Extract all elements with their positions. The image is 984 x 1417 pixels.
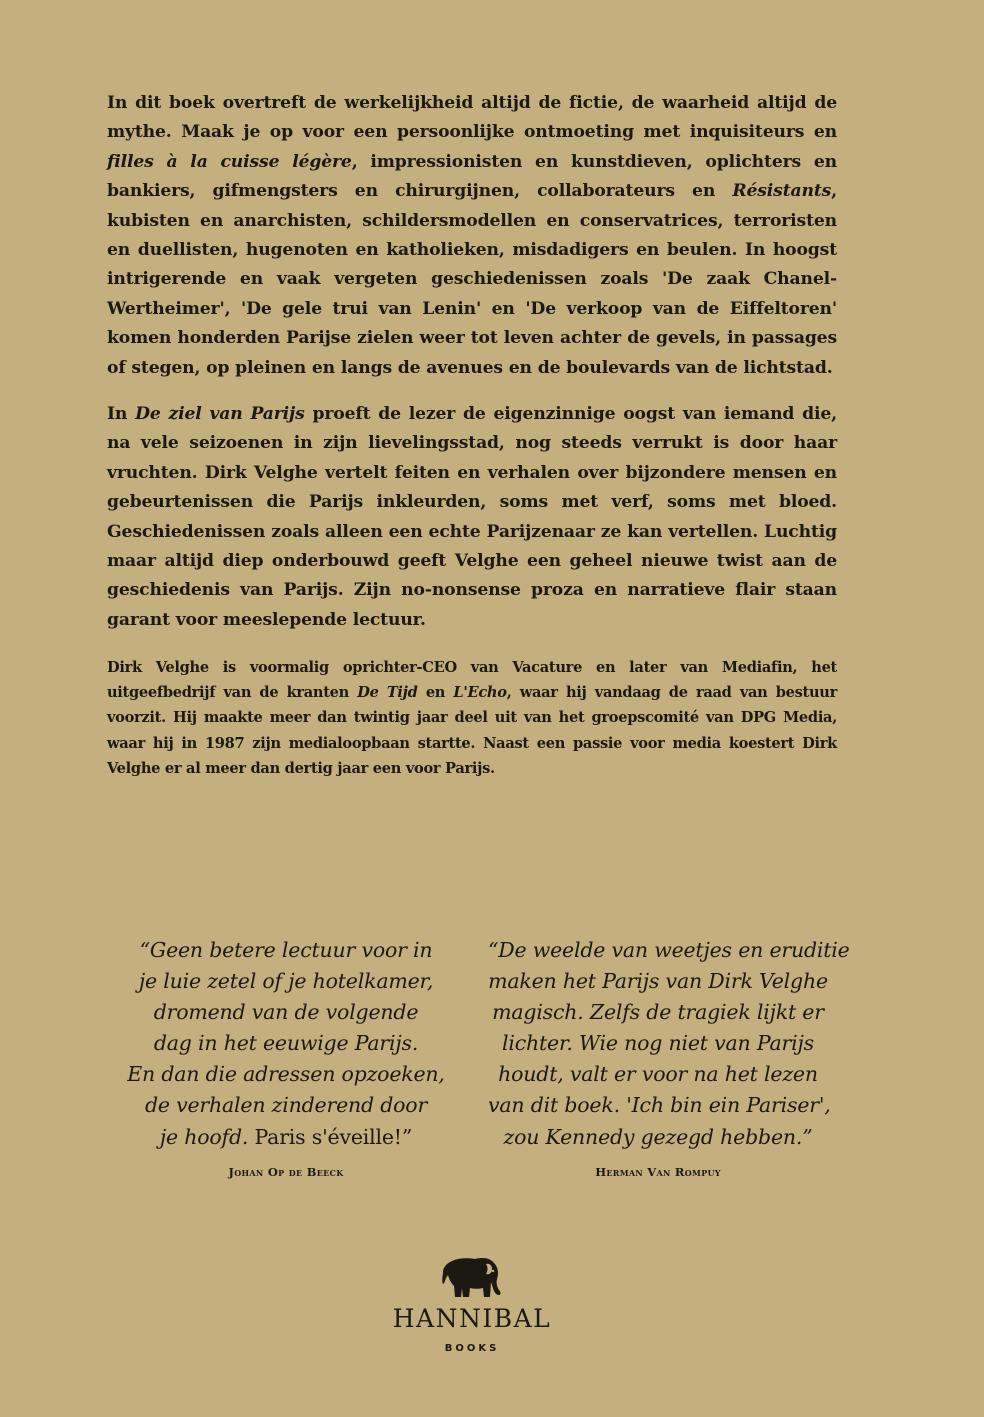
publisher-subline: BOOKS <box>444 1343 500 1354</box>
review-quote-2 <box>488 935 850 1153</box>
blurb-text: , kubisten en anarchisten, schildersmodellen en conservatrices, terroristen en duellisten, hugenoten en katholieken, misdadigers en beulen. In hoogst intrigerende en vaak vergeten geschiedenissen zoals 'De zaak Chanel-Wertheimer', 'De gele trui van Lenin' en 'De verkoop van de Eiffeltoren' komen honderden Parijse zielen weer tot leven achter de gevels, in passages of stegen, op pleinen en langs de avenues en de boulevards van de lichtstad. <box>107 181 837 378</box>
quote-line: “De weelde van weetjes en eruditie <box>488 938 850 962</box>
blurb-italic-text: filles à la cuisse légère <box>107 151 352 172</box>
quote-author-1: Johan Op de Beeck <box>228 1165 344 1179</box>
bio-text: Dirk Velghe is voormalig oprichter-CEO van Vacature en later van Mediafin, het uitgeefbedrijf van de kranten <box>107 659 837 702</box>
quote-upright-text: Paris s'éveille!” <box>248 1124 413 1149</box>
quote-line: “Geen betere lectuur voor in <box>139 938 433 962</box>
quote-line: magisch. Zelfs de tragiek lijkt er <box>492 1000 824 1025</box>
blurb-italic-text: Résistants <box>732 181 832 202</box>
blurb-text: proeft de lezer de eigenzinnige oogst van iemand die, na vele seizoenen in zijn lievelingsstad, nog steeds verrukt is door haar vruchten. Dirk Velghe vertelt feiten en verhalen over bijzondere mensen en gebeurtenissen die Parijs inkleurden, soms met verf, soms met bloed. Geschiedenissen zoals alleen een echte Parijzenaar ze kan vertellen. Luchtig maar altijd diep onderbouwd geeft Velghe een geheel nieuwe twist aan de geschiedenis van Parijs. Zijn no-nonsense proza en narratieve flair staan garant voor meeslepende lectuur. <box>107 404 837 630</box>
blurb-text: In dit boek overtreft de werkelijkheid altijd de fictie, de waarheid altijd de mythe. Maak je op voor een persoonlijke ontmoeting met inquisiteurs en <box>107 93 837 143</box>
quote-line: de verhalen zinderend door <box>144 1093 428 1118</box>
quote-line: houdt, valt er voor na het lezen <box>498 1062 818 1087</box>
elephant-icon <box>441 1254 503 1300</box>
bio-text: en <box>417 684 454 702</box>
quote-line: maken het Parijs van Dirk Velghe <box>488 969 828 994</box>
quote-line: van dit boek. 'Ich bin ein Pariser', <box>488 1093 831 1118</box>
quote-text: je hoofd. <box>159 1124 249 1149</box>
blurb-paragraph-2 <box>107 400 837 635</box>
author-bio <box>107 655 837 781</box>
quote-author-2: Herman Van Rompuy <box>595 1165 721 1179</box>
book-title: De ziel van Parijs <box>135 404 305 424</box>
bio-italic-text: L'Echo <box>453 684 507 702</box>
quote-line: lichter. Wie nog niet van Parijs <box>502 1031 814 1056</box>
review-quote-1 <box>116 935 456 1153</box>
quote-line: En dan die adressen opzoeken, <box>127 1062 445 1087</box>
blurb-paragraph-1 <box>107 89 837 383</box>
quote-line <box>116 1122 456 1153</box>
publisher-name: HANNIBAL <box>392 1304 552 1333</box>
quote-line: dromend van de volgende <box>153 1000 419 1025</box>
quote-line: je luie zetel of je hotelkamer, <box>138 969 434 994</box>
bio-italic-text: De Tijd <box>357 684 418 702</box>
bio-text: , waar hij vandaag de raad van bestuur voorzit. Hij maakte meer dan twintig jaar deel uit van het groepscomité van DPG Media, waar hij in 1987 zijn medialoopbaan startte. Naast een passie voor media koestert Dirk Velghe er al meer dan dertig jaar een voor Parijs. <box>107 684 838 777</box>
quote-line: zou Kennedy gezegd hebben.” <box>503 1124 813 1149</box>
blurb-text: In <box>107 404 136 424</box>
quote-line: dag in het eeuwige Parijs. <box>153 1031 419 1056</box>
blurb-text: , impressionisten en kunstdieven, oplichters en bankiers, gifmengsters en chirurgijnen, collaborateurs en <box>107 151 837 202</box>
